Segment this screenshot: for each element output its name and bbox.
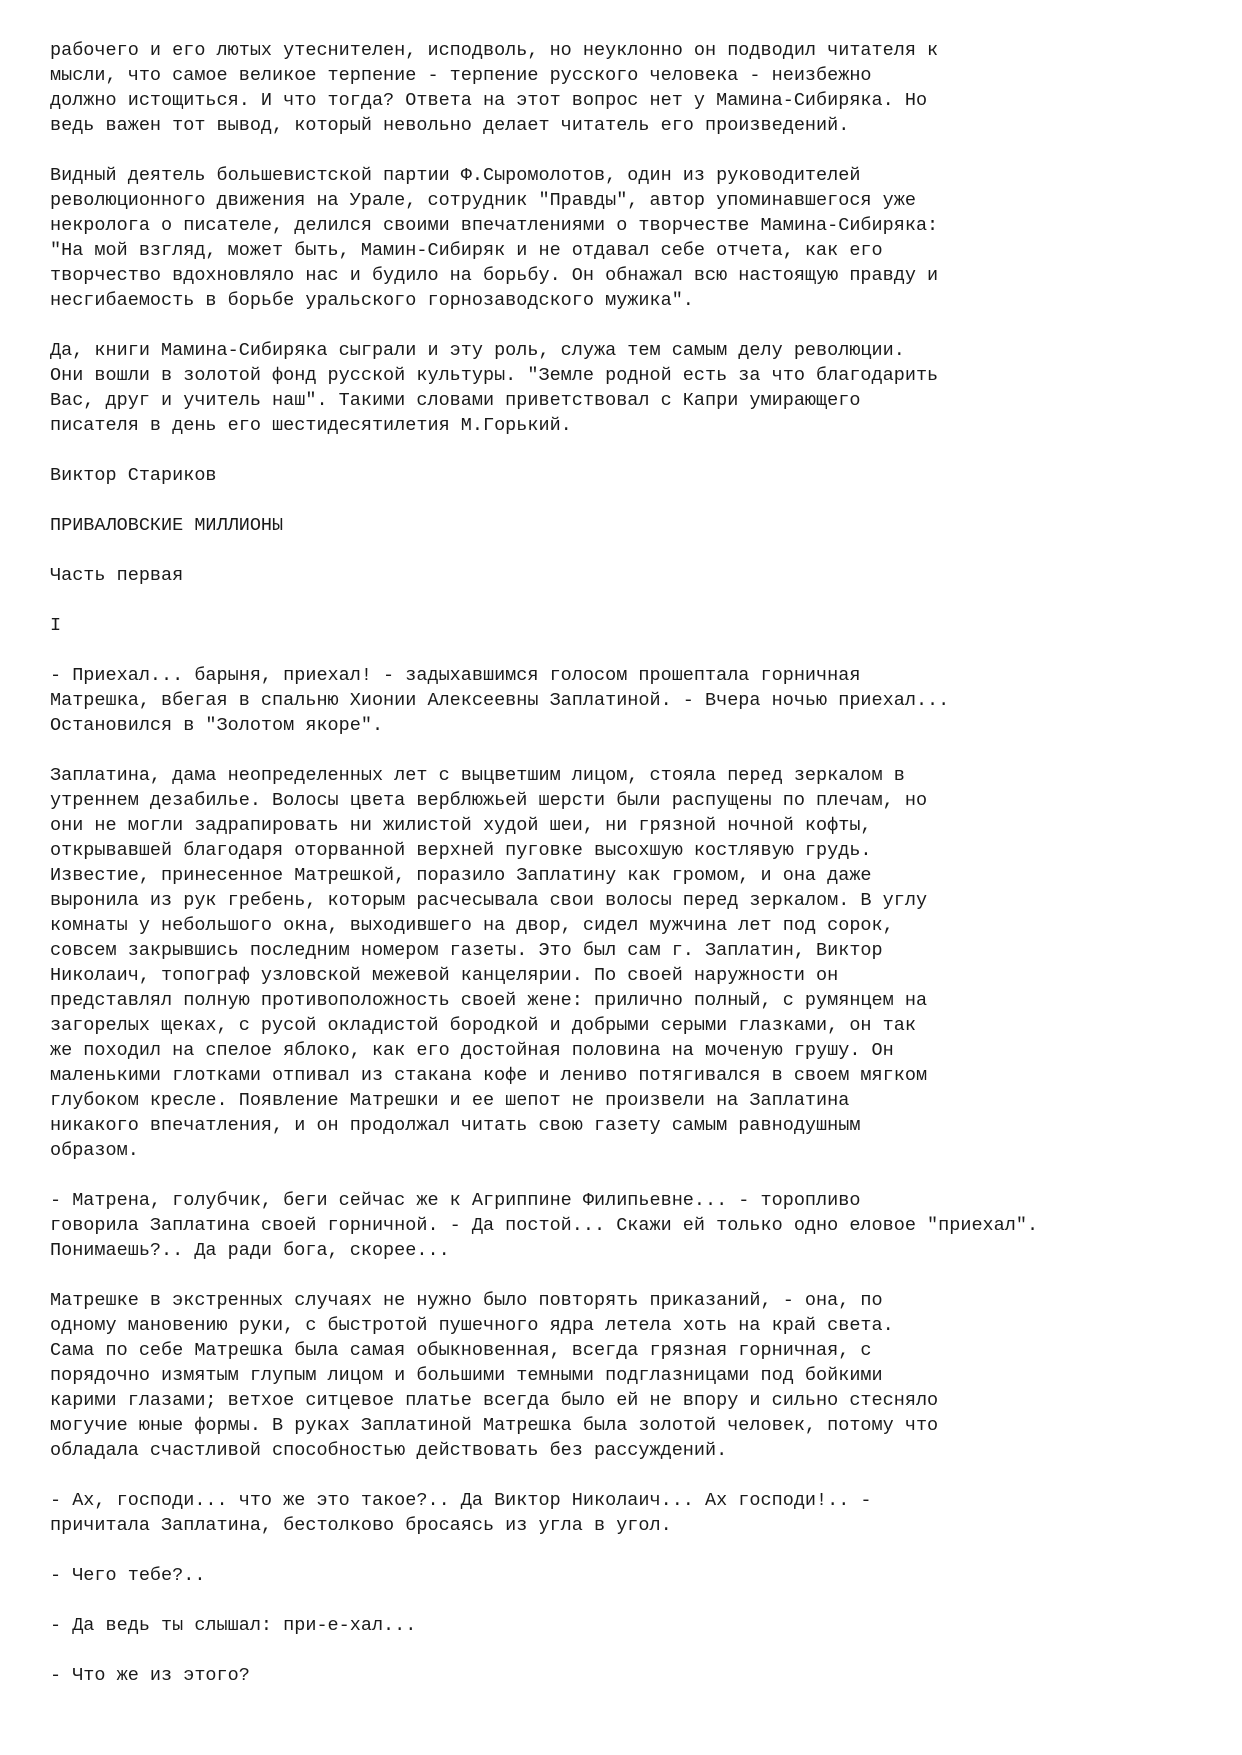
text-line: ПРИВАЛОВСКИЕ МИЛЛИОНЫ [50,515,284,536]
document-page [50,38,1230,1713]
text-line: - Да ведь ты слышал: при-е-хал... [50,1615,417,1636]
text-line: открывавшей благодаря оторванной верхней пуговке высохшую костлявую грудь. [50,840,872,861]
text-line: мысли, что самое великое терпение - терпение русского человека - неизбежно [50,65,872,86]
text-line: Матрешке в экстренных случаях не нужно было повторять приказаний, - она, по [50,1290,883,1311]
text-line: никакого впечатления, и он продолжал читать свою газету самым равнодушным [50,1115,861,1136]
paragraph [50,663,1230,738]
text-line: некролога о писателе, делился своими впечатлениями о творчестве Мамина-Сибиряка: [50,215,939,236]
text-line: рабочего и его лютых утеснителен, исподволь, но неуклонно он подводил читателя к [50,40,939,61]
text-line: "На мой взгляд, может быть, Мамин-Сибиряк и не отдавал себе отчета, как его [50,240,883,261]
text-line: выронила из рук гребень, которым расчесывала свои волосы перед зеркалом. В углу [50,890,928,911]
text-line: одному мановению руки, с быстротой пушечного ядра летела хоть на край света. [50,1315,894,1336]
text-line: революционного движения на Урале, сотрудник "Правды", автор упоминавшегося уже [50,190,916,211]
text-line: Они вошли в золотой фонд русской культуры. "Земле родной есть за что благодарить [50,365,939,386]
text-line: Заплатина, дама неопределенных лет с выцветшим лицом, стояла перед зеркалом в [50,765,905,786]
text-line: - Что же из этого? [50,1665,250,1686]
text-line: глубоком кресле. Появление Матрешки и ее шепот не произвели на Заплатина [50,1090,850,1111]
text-line: утреннем дезабилье. Волосы цвета верблюжьей шерсти были распущены по плечам, но [50,790,928,811]
text-line: ведь важен тот вывод, который невольно делает читатель его произведений. [50,115,850,136]
text-line: Виктор Стариков [50,465,217,486]
text-line: - Чего тебе?.. [50,1565,206,1586]
text-line: комнаты у небольшого окна, выходившего на двор, сидел мужчина лет под сорок, [50,915,894,936]
paragraph [50,38,1230,138]
paragraph [50,513,1230,538]
text-line: Известие, принесенное Матрешкой, поразило Заплатину как громом, и она даже [50,865,872,886]
paragraph [50,1288,1230,1463]
text-line: представлял полную противоположность своей жене: прилично полный, с румянцем на [50,990,928,1011]
text-line: творчество вдохновляло нас и будило на борьбу. Он обнажал всю настоящую правду и [50,265,939,286]
text-line: должно истощиться. И что тогда? Ответа на этот вопрос нет у Мамина-Сибиряка. Но [50,90,928,111]
text-line: они не могли задрапировать ни жилистой худой шеи, ни грязной ночной кофты, [50,815,872,836]
text-line: порядочно измятым глупым лицом и большими темными подглазницами под бойкими [50,1365,883,1386]
text-line: Николаич, топограф узловской межевой канцелярии. По своей наружности он [50,965,839,986]
text-line: карими глазами; ветхое ситцевое платье всегда было ей не впору и сильно стесняло [50,1390,939,1411]
paragraph [50,1188,1230,1263]
paragraph [50,613,1230,638]
paragraph [50,163,1230,313]
text-line: - Матрена, голубчик, беги сейчас же к Агриппине Филипьевне... - торопливо [50,1190,861,1211]
text-line: же походил на спелое яблоко, как его достойная половина на моченую грушу. Он [50,1040,894,1061]
paragraph [50,1613,1230,1638]
text-line: Часть первая [50,565,184,586]
text-line: писателя в день его шестидесятилетия М.Горький. [50,415,572,436]
text-line: I [50,615,62,636]
paragraph [50,563,1230,588]
text-line: могучие юные формы. В руках Заплатиной Матрешка была золотой человек, потому что [50,1415,939,1436]
text-line: Видный деятель большевистской партии Ф.Сыромолотов, один из руководителей [50,165,861,186]
text-line: Матрешка, вбегая в спальню Хионии Алексеевны Заплатиной. - Вчера ночью приехал... [50,690,950,711]
text-line: причитала Заплатина, бестолково бросаясь из угла в угол. [50,1515,672,1536]
paragraph [50,1663,1230,1688]
text-line: Остановился в "Золотом якоре". [50,715,384,736]
paragraph [50,1488,1230,1538]
text-line: несгибаемость в борьбе уральского горнозаводского мужика". [50,290,694,311]
text-line: говорила Заплатина своей горничной. - Да постой... Скажи ей только одно еловое "приехал". [50,1215,1039,1236]
paragraph [50,338,1230,438]
text-line: Сама по себе Матрешка была самая обыкновенная, всегда грязная горничная, с [50,1340,872,1361]
text-line: образом. [50,1140,139,1161]
text-line: - Приехал... барыня, приехал! - задыхавшимся голосом прошептала горничная [50,665,861,686]
text-line: совсем закрывшись последним номером газеты. Это был сам г. Заплатин, Виктор [50,940,883,961]
text-line: Да, книги Мамина-Сибиряка сыграли и эту роль, служа тем самым делу революции. [50,340,905,361]
text-line: Вас, друг и учитель наш". Такими словами приветствовал с Капри умирающего [50,390,861,411]
paragraph [50,763,1230,1163]
paragraph [50,1563,1230,1588]
text-line: обладала счастливой способностью действовать без рассуждений. [50,1440,728,1461]
text-line: - Ах, господи... что же это такое?.. Да Виктор Николаич... Ах господи!.. - [50,1490,872,1511]
text-line: загорелых щеках, с русой окладистой бородкой и добрыми серыми глазками, он так [50,1015,916,1036]
text-line: Понимаешь?.. Да ради бога, скорее... [50,1240,450,1261]
text-line: маленькими глотками отпивал из стакана кофе и лениво потягивался в своем мягком [50,1065,928,1086]
paragraph [50,463,1230,488]
